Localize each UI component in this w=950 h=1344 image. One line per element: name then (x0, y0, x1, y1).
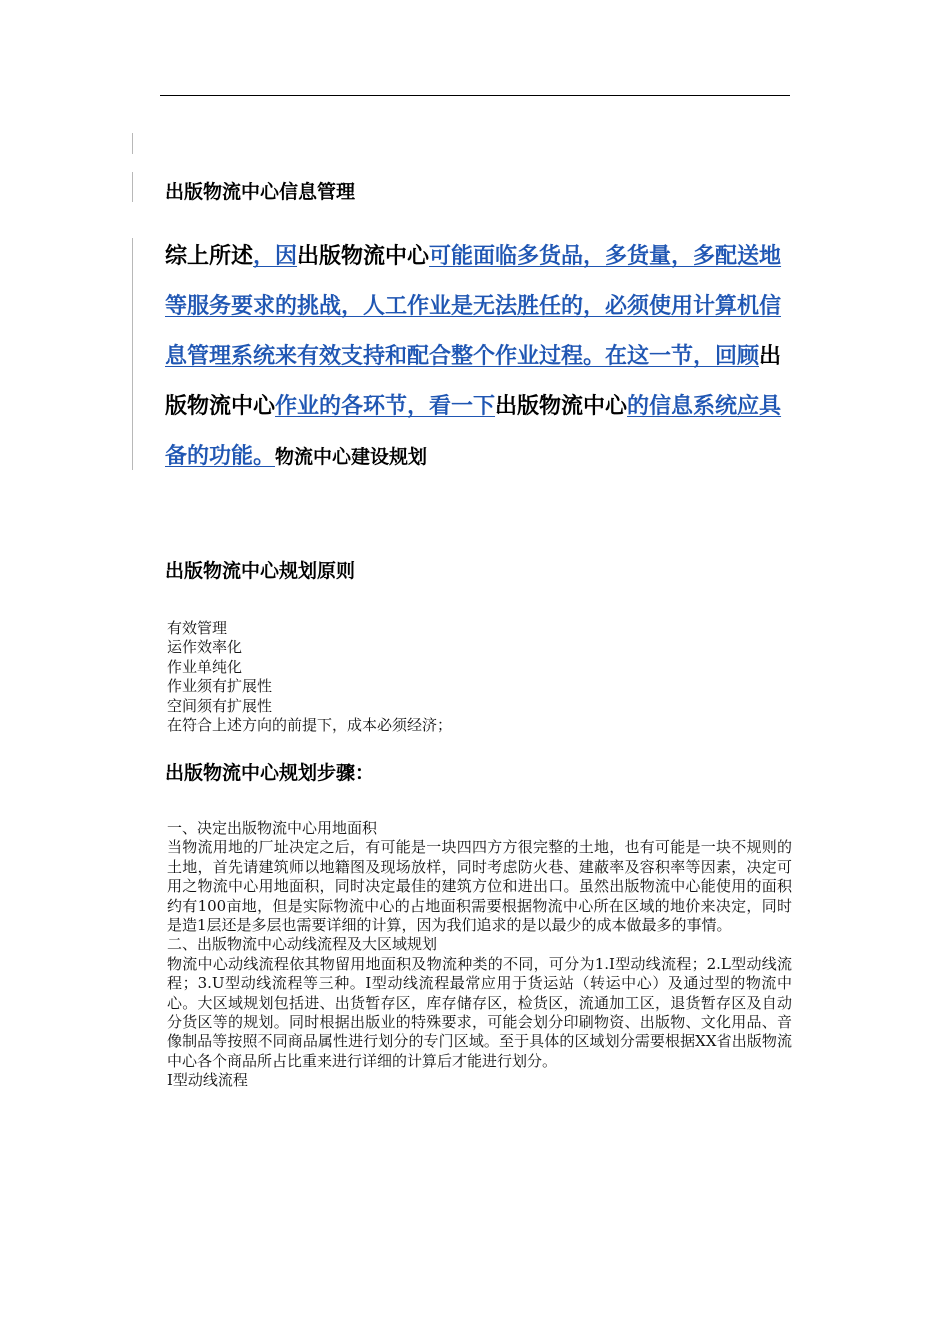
list-item: 作业单纯化 (167, 657, 243, 676)
lead-text: 出版物流中心 (165, 344, 782, 419)
lead-tail-heading: 物流中心建设规划 (275, 446, 428, 468)
lead-text: 出版物流中心 (495, 394, 628, 419)
margin-marker (132, 238, 133, 470)
lead-link[interactable]: 作业的各环节，看一下 (275, 394, 496, 419)
lead-link[interactable]: 可能面临多货品，多货量，多配送地等服务要求的挑战，人工作业是无法胜任的，必须使用计算机信息管理系统来有效支持和配合整个作业过程。在这一节，回顾 (165, 244, 782, 369)
lead-paragraph (165, 232, 795, 482)
step-paragraph: 物流中心动线流程依其物留用地面积及物流种类的不同，可分为1.I型动线流程；2.L型动线流程；3.U型动线流程等三种。I型动线流程最常应用于货运站（转运中心）及通过型的物流中心。大区域规划包括进、出货暂存区，库存储存区，检货区，流通加工区，退货暂存区及自动分货区等的规划。同时根据出版业的特殊要求，可能会划分印刷物资、出版物、文化用品、音像制品等按照不同商品属性进行划分的专门区域。至于具体的区域划分需要根据XX省出版物流中心各个商品所占比重来进行详细的计算后才能进行划分。 (167, 954, 792, 1070)
step-title: 一、决定出版物流中心用地面积 (167, 819, 378, 837)
list-item: 有效管理 (167, 619, 228, 637)
header-rule (160, 95, 790, 96)
document-title: 出版物流中心信息管理 (165, 181, 356, 203)
lead-text: 出版物流中心 (297, 244, 430, 269)
steps-heading: 出版物流中心规划步骤： (165, 762, 375, 784)
list-item: 运作效率化 (167, 638, 243, 657)
step-title: 二、出版物流中心动线流程及大区域规划 (167, 935, 438, 954)
margin-marker (132, 172, 133, 202)
steps-body (167, 819, 792, 1091)
list-item: 空间须有扩展性 (167, 696, 273, 715)
figure-caption: I型动线流程 (167, 1071, 248, 1090)
lead-text: 综上所述 (165, 244, 254, 269)
principles-list (167, 619, 452, 735)
list-item: 作业须有扩展性 (167, 677, 273, 696)
margin-marker (132, 133, 133, 154)
step-paragraph: 当物流用地的厂址决定之后，有可能是一块四四方方很完整的土地，也有可能是一块不规则的土地，首先请建筑师以地籍图及现场放样，同时考虑防火巷、建蔽率及容积率等因素，决定可用之物流中心用地面积，同时决定最佳的建筑方位和进出口。虽然出版物流中心能使用的面积约有100亩地，但是实际物流中心的占地面积需要根据物流中心所在区域的地价来决定，同时是造1层还是多层也需要详细的计算，因为我们追求的是以最少的成本做最多的事情。 (167, 838, 792, 935)
lead-link[interactable]: ，因 (253, 244, 298, 269)
list-item: 在符合上述方向的前提下，成本必须经济； (167, 716, 453, 735)
principles-heading: 出版物流中心规划原则 (165, 560, 356, 582)
lead-link[interactable]: 的信息系统应具备的功能。 (165, 394, 782, 469)
